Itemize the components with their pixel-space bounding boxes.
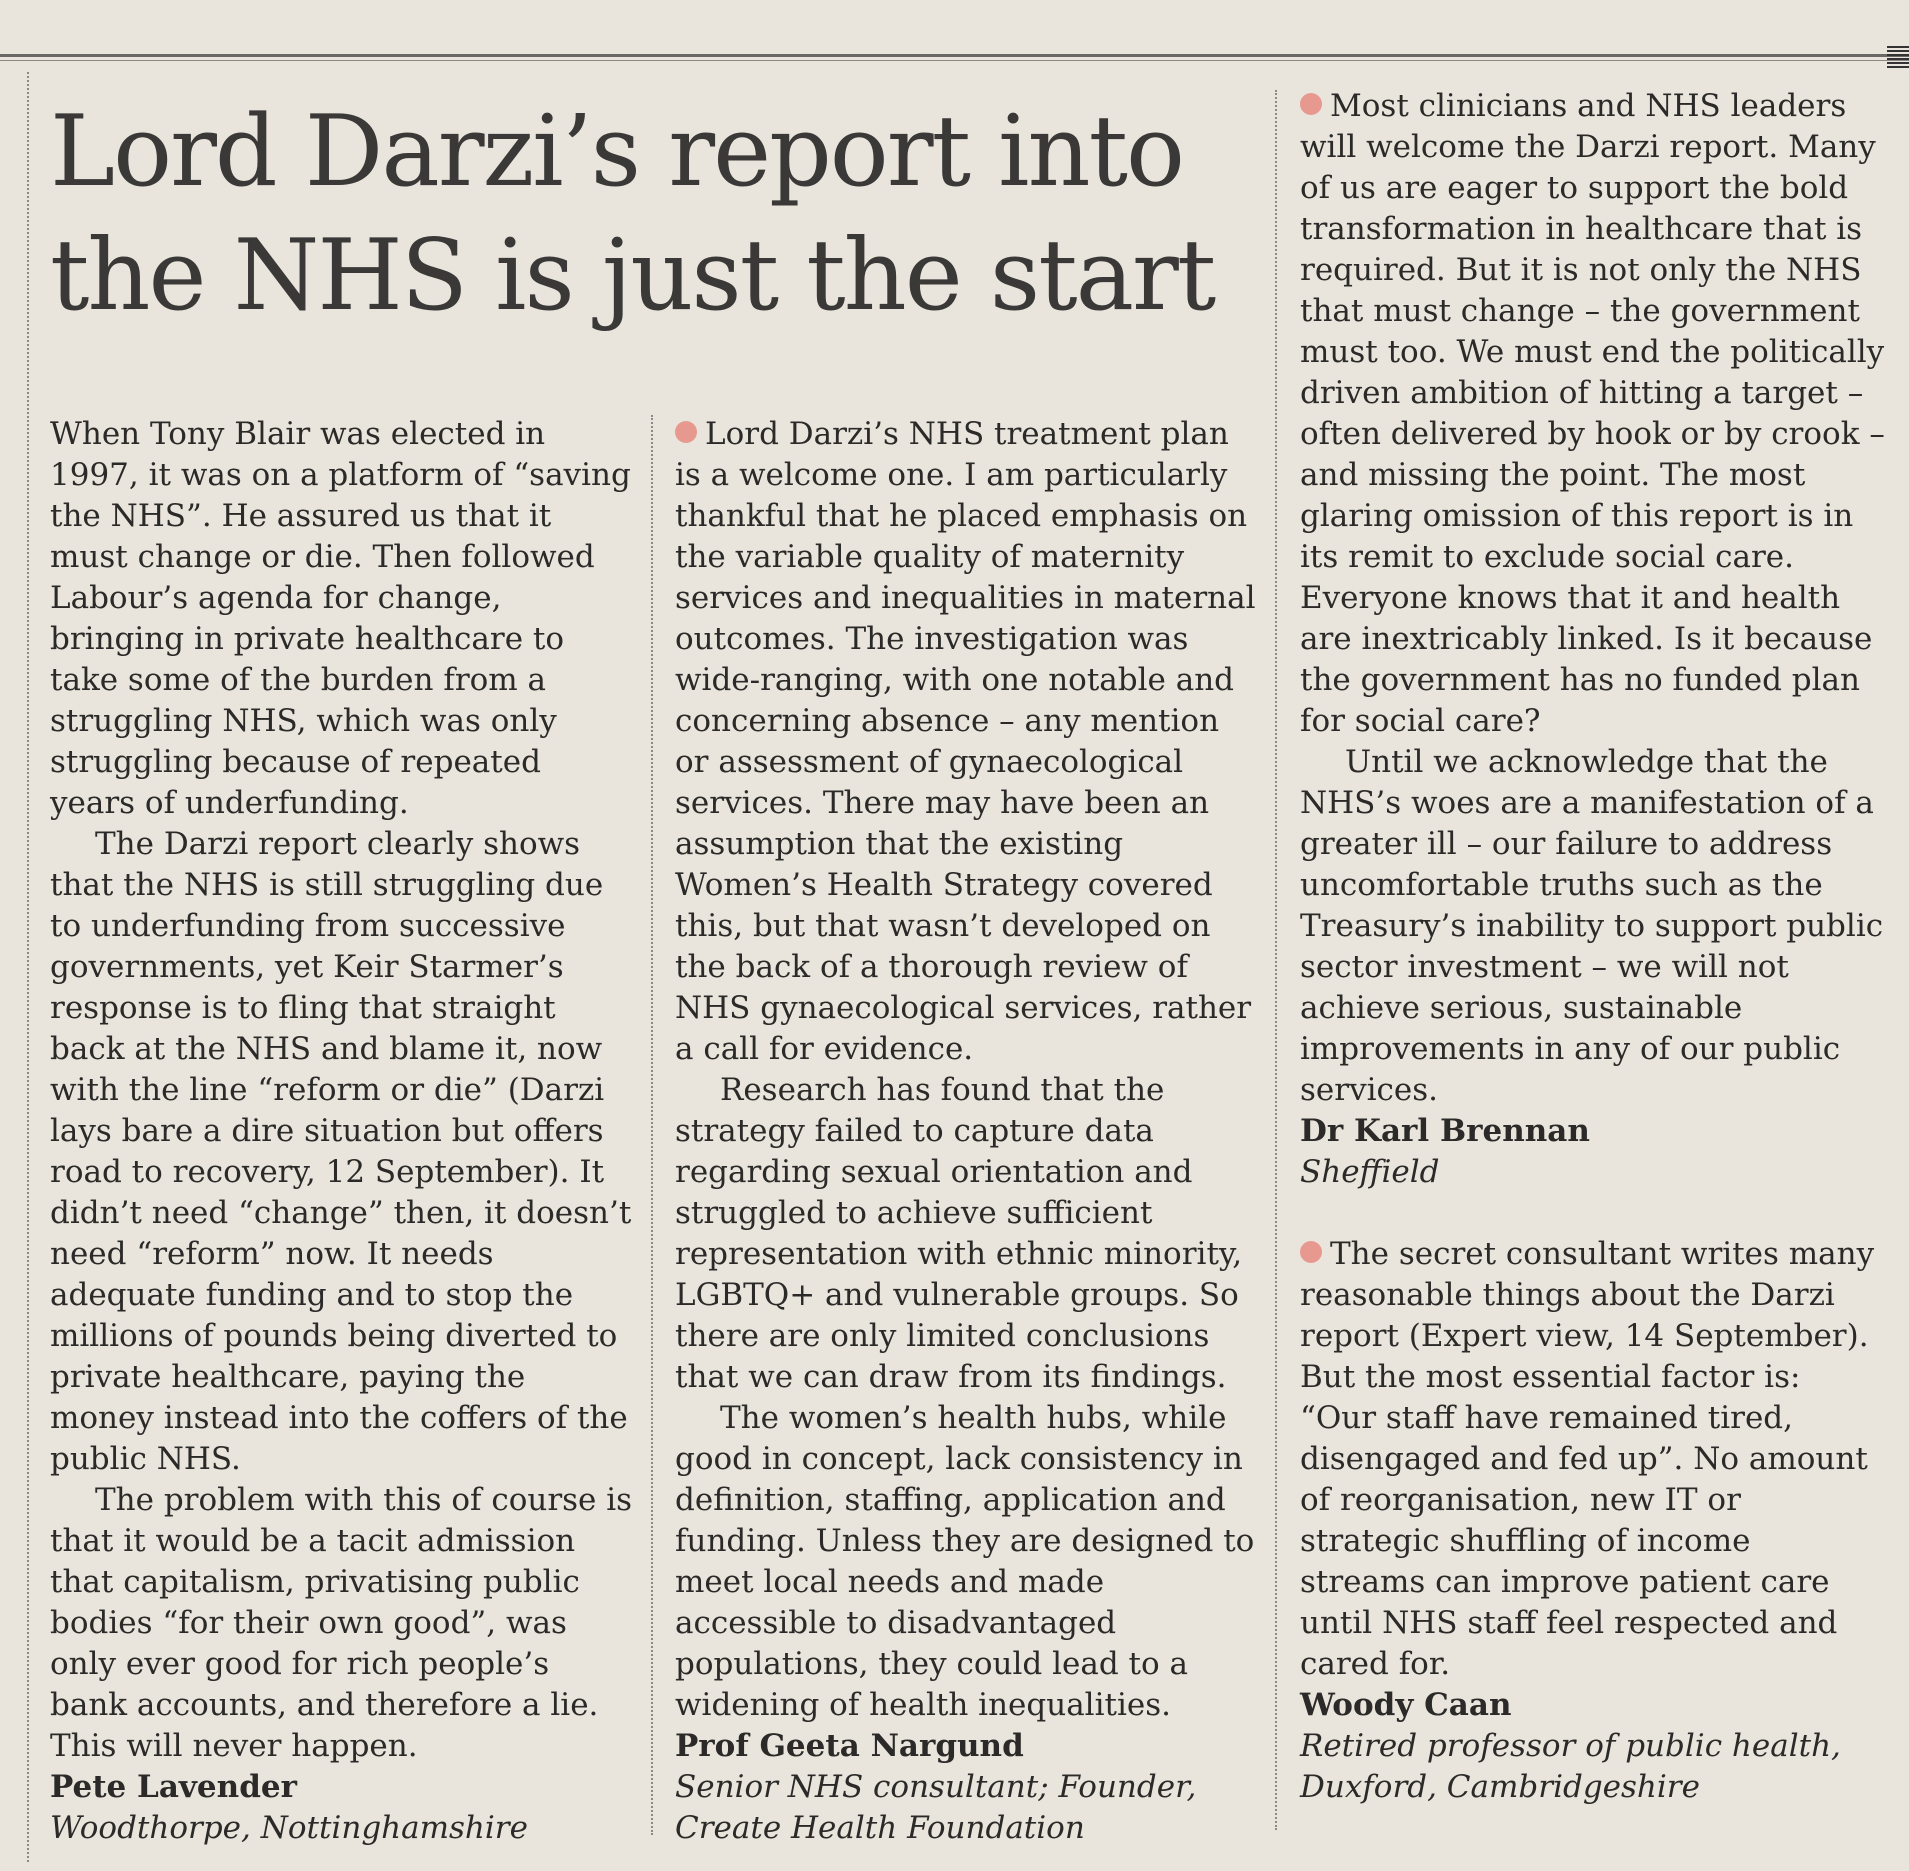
letter-author: Prof Geeta Nargund <box>675 1728 1024 1764</box>
letter-paragraph: The women’s health hubs, while good in concept, lack consistency in definition, staffing, application and funding. Unless they are designed to meet local needs and made accessible to disadvantaged populations, they could lead to a widening of health inequalities. <box>675 1400 1255 1723</box>
letter-paragraph <box>1300 1234 1885 1685</box>
headline <box>50 90 1250 338</box>
letter-author: Dr Karl Brennan <box>1300 1113 1590 1149</box>
letter-paragraph <box>1300 86 1885 742</box>
top-rule-thin <box>0 60 1909 61</box>
column-divider-left <box>27 72 29 1862</box>
letter-paragraph: The Darzi report clearly shows that the NHS is still struggling due to underfunding from successive governments, yet Keir Starmer’s response is to fling that straight back at the NHS and blame it, now with the line “reform or die” (Darzi lays bare a dire situation but offers road to recovery, 12 September). It didn’t need “change” then, it doesn’t need “reform” now. It needs adequate funding and to stop the millions of pounds being diverted to private healthcare, paying the money instead into the coffers of the public NHS. <box>50 826 632 1477</box>
letter-author-place: Senior NHS consultant; Founder, Create Health Foundation <box>675 1769 1197 1846</box>
letter-author-place: Woodthorpe, Nottinghamshire <box>50 1810 528 1846</box>
bullet-dot-icon <box>1300 1241 1322 1263</box>
letter-author: Woody Caan <box>1300 1687 1512 1723</box>
letter-paragraph: When Tony Blair was elected in 1997, it was on a platform of “saving the NHS”. He assured us that it must change or die. Then followed Labour’s agenda for change, bringing in private healthcare to take some of the burden from a struggling NHS, which was only struggling because of repeated years of underfunding. <box>50 416 631 821</box>
letters-column-3 <box>1300 86 1885 1808</box>
letter-author-place: Retired professor of public health, Duxford, Cambridgeshire <box>1300 1728 1841 1805</box>
letter-karl-brennan <box>1300 86 1885 1193</box>
column-divider-2 <box>1275 90 1277 1830</box>
letter-author-place: Sheffield <box>1300 1154 1440 1190</box>
letter-author: Pete Lavender <box>50 1769 297 1805</box>
letter-pete-lavender <box>50 414 635 1849</box>
letter-paragraph: The problem with this of course is that it would be a tacit admission that capitalism, privatising public bodies “for their own good”, was only ever good for rich people’s bank accounts, and therefore a lie. This will never happen. <box>50 1482 633 1764</box>
bullet-dot-icon <box>675 421 697 443</box>
letter-geeta-nargund <box>675 414 1260 1849</box>
letter-paragraph-text: Lord Darzi’s NHS treatment plan is a welcome one. I am particularly thankful that he placed emphasis on the variable quality of maternity services and inequalities in maternal outcomes. The investigation was wide-ranging, with one notable and concerning absence – any mention or assessment of gynaecological services. There may have been an assumption that the existing Women’s Health Strategy covered this, but that wasn’t developed on the back of a thorough review of NHS gynaecological services, rather a call for evidence. <box>675 416 1256 1067</box>
letter-spacer <box>1300 1193 1885 1234</box>
top-rule <box>0 54 1909 57</box>
headline-line-2: the NHS is just the start <box>50 219 1215 333</box>
headline-line-1: Lord Darzi’s report into <box>50 95 1184 209</box>
column-divider-1 <box>651 415 653 1835</box>
letter-paragraph <box>675 414 1260 1070</box>
letter-paragraph: Until we acknowledge that the NHS’s woes are a manifestation of a greater ill – our failure to address uncomfortable truths such as the Treasury’s inability to support public sector investment – we will not achieve serious, sustainable improvements in any of our public services. <box>1300 744 1884 1108</box>
letter-paragraph-text: Most clinicians and NHS leaders will welcome the Darzi report. Many of us are eager to support the bold transformation in healthcare that is required. But it is not only the NHS that must change – the government must too. We must end the politically driven ambition of hitting a target – often delivered by hook or by crook – and missing the point. The most glaring omission of this report is in its remit to exclude social care. Everyone knows that it and health are inextricably linked. Is it because the government has no funded plan for social care? <box>1300 88 1885 739</box>
letter-woody-caan <box>1300 1234 1885 1808</box>
bullet-dot-icon <box>1300 93 1322 115</box>
letter-paragraph-text: The secret consultant writes many reasonable things about the Darzi report (Expert view, 14 September). But the most essential factor is: “Our staff have remained tired, disengaged and fed up”. No amount of reorganisation, new IT or strategic shuffling of income streams can improve patient care until NHS staff feel respected and cared for. <box>1300 1236 1875 1682</box>
letter-paragraph: Research has found that the strategy failed to capture data regarding sexual orientation and struggled to achieve sufficient representation with ethnic minority, LGBTQ+ and vulnerable groups. So there are only limited conclusions that we can draw from its findings. <box>675 1072 1243 1395</box>
corner-mark <box>1887 46 1909 70</box>
